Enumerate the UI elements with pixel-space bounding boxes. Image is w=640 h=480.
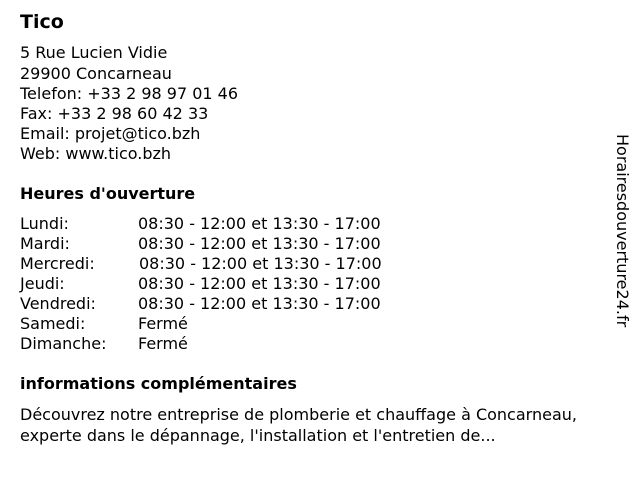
hours-value: Fermé [138, 314, 188, 333]
email-address: Email: projet@tico.bzh [20, 124, 201, 143]
business-name: Tico [20, 11, 64, 33]
watermark: Horairesdouverture24.fr [613, 134, 632, 328]
info-description: Découvrez notre entreprise de plomberie et chauffage à Concarneau, experte dans le dépannage, l'installation et l'entretien de... [20, 405, 577, 445]
phone-number: Telefon: +33 2 98 97 01 46 [20, 84, 239, 103]
hours-value: Fermé [138, 334, 188, 353]
hours-value: 08:30 - 12:00 et 13:30 - 17:00 [139, 254, 382, 273]
hours-value: 08:30 - 12:00 et 13:30 - 17:00 [138, 274, 381, 293]
hours-heading: Heures d'ouverture [20, 184, 196, 203]
day-label: Lundi: [20, 214, 69, 233]
day-label: Samedi: [20, 314, 86, 333]
info-heading: informations complémentaires [20, 374, 297, 393]
day-label: Mardi: [20, 234, 70, 253]
day-label: Vendredi: [20, 294, 96, 313]
hours-value: 08:30 - 12:00 et 13:30 - 17:00 [138, 294, 381, 313]
day-label: Dimanche: [20, 334, 107, 353]
address-line-1: 5 Rue Lucien Vidie [20, 43, 168, 62]
day-label: Jeudi: [20, 274, 65, 293]
hours-value: 08:30 - 12:00 et 13:30 - 17:00 [138, 234, 381, 253]
address-line-2: 29900 Concarneau [20, 64, 172, 83]
fax-number: Fax: +33 2 98 60 42 33 [20, 104, 209, 123]
day-label: Mercredi: [20, 254, 95, 273]
hours-value: 08:30 - 12:00 et 13:30 - 17:00 [138, 214, 381, 233]
website: Web: www.tico.bzh [20, 144, 172, 163]
